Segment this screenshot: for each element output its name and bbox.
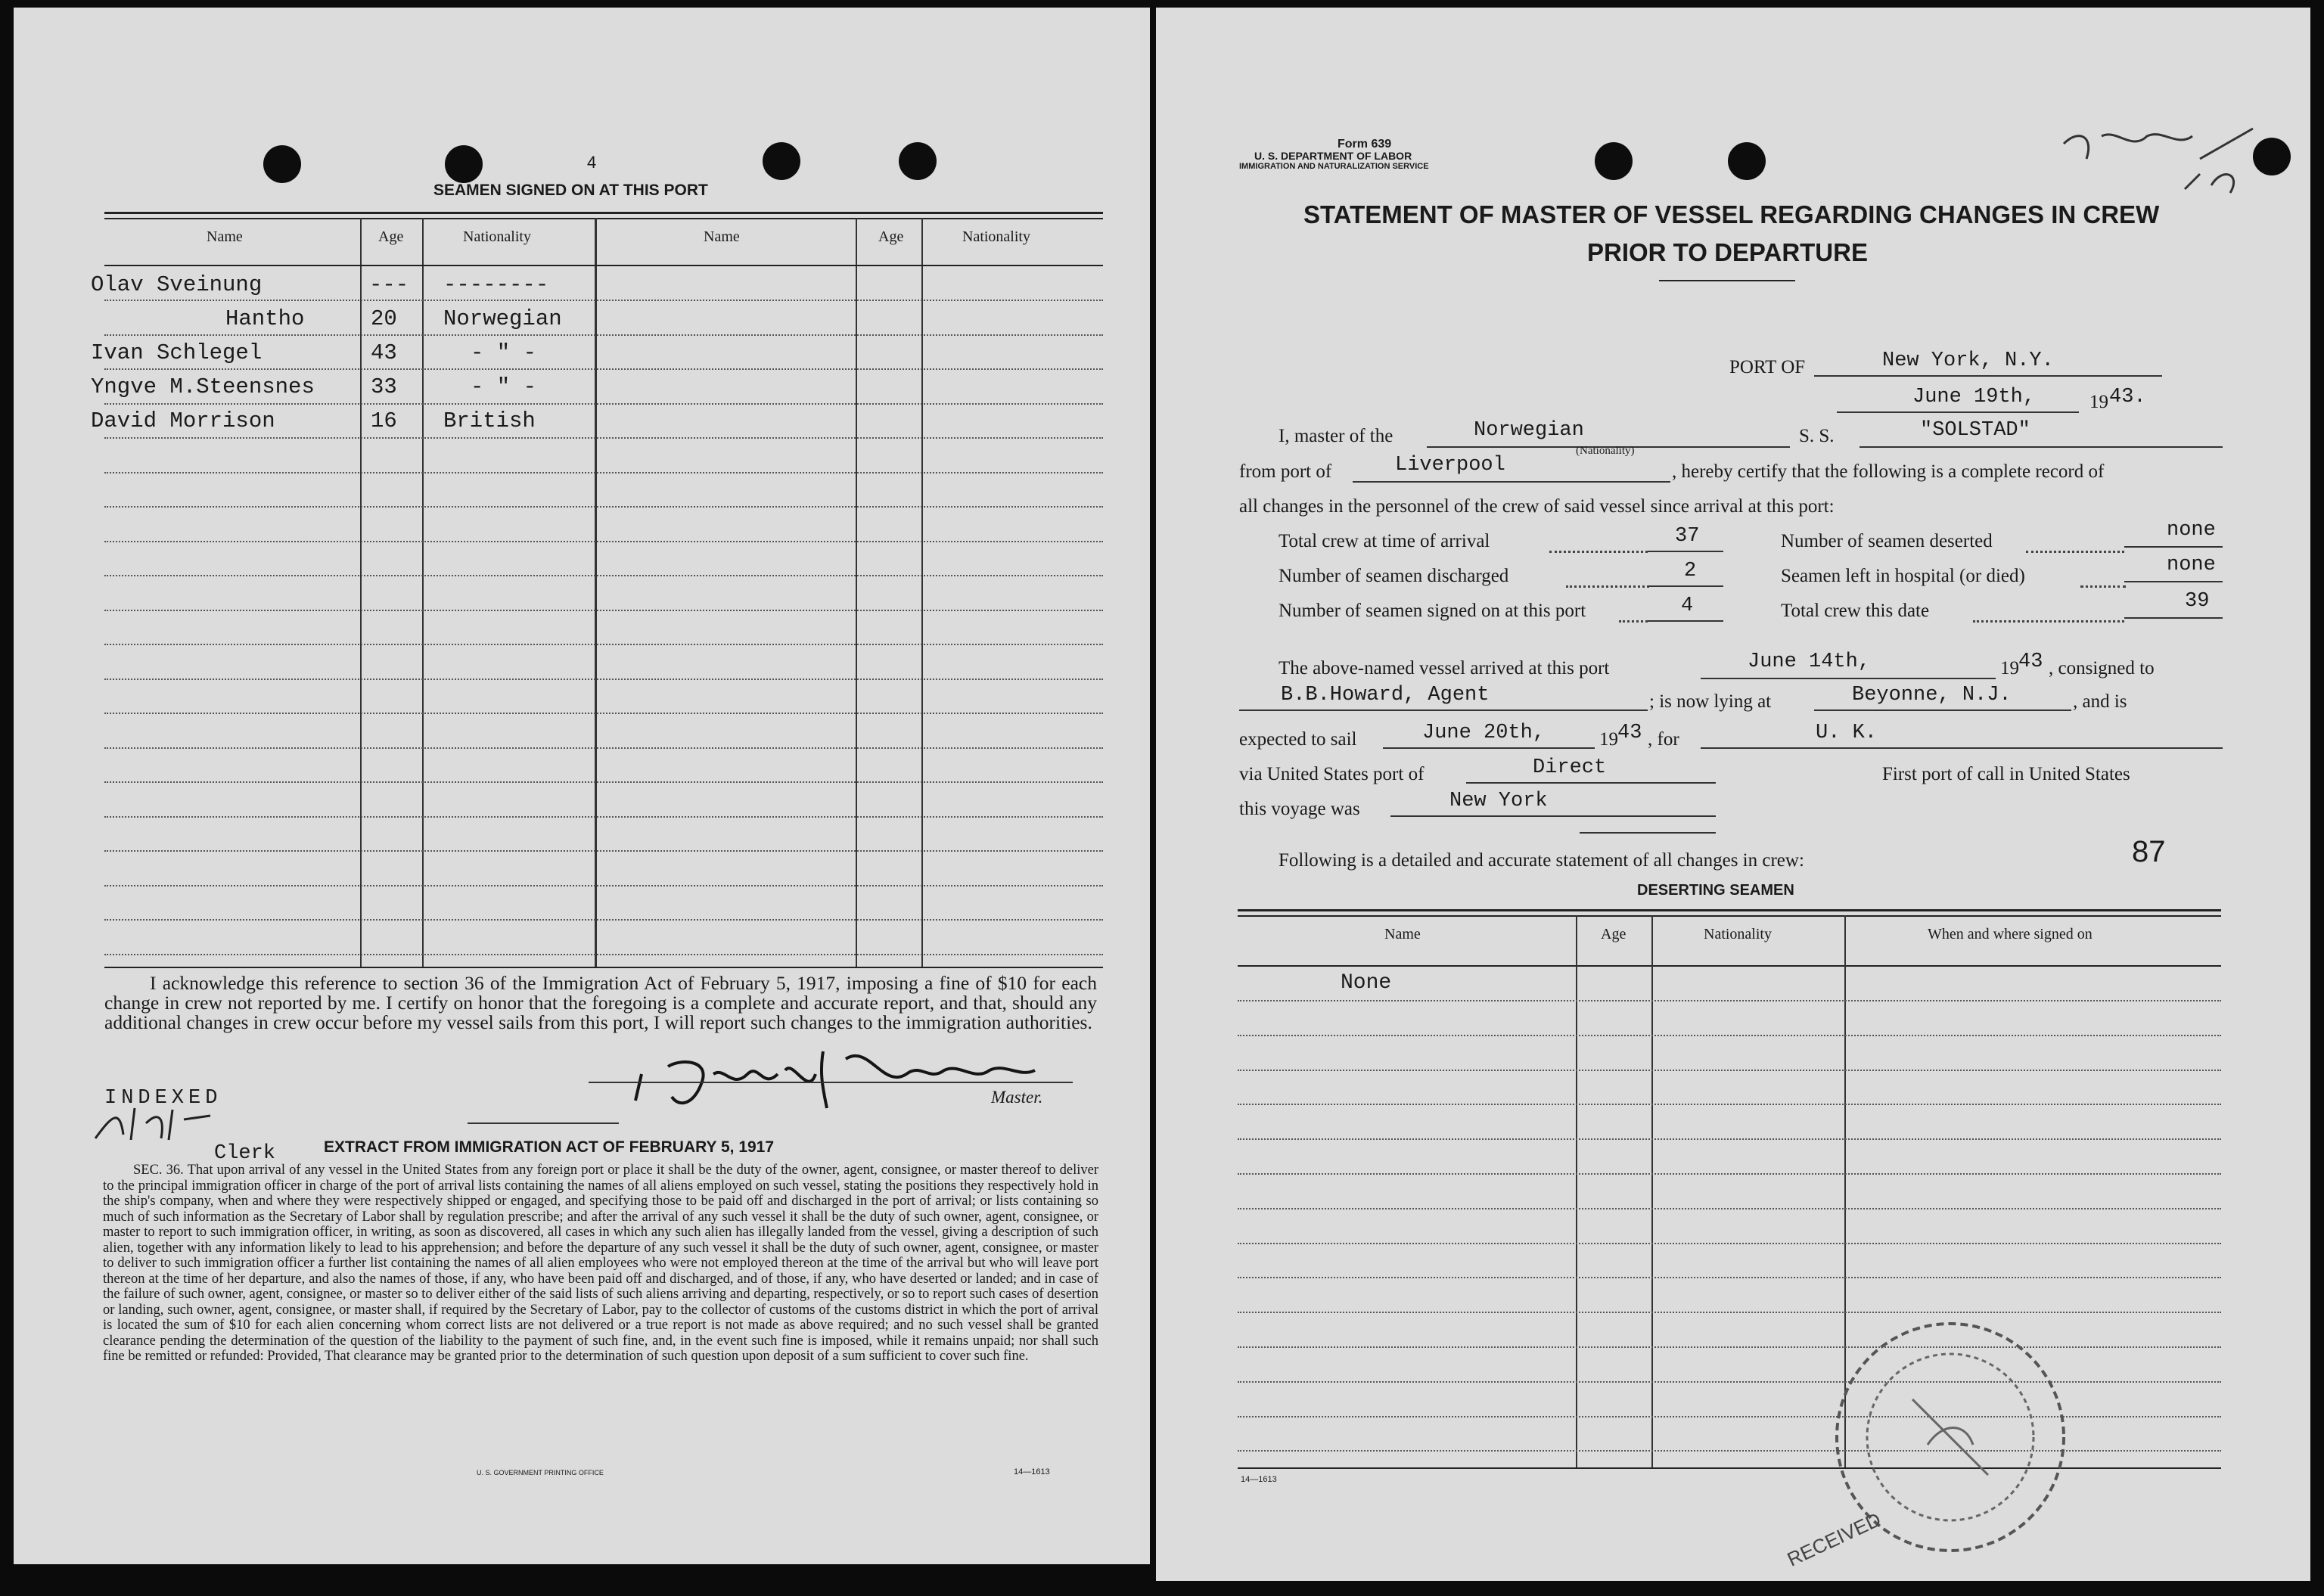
row-rule (104, 300, 1103, 301)
punch-hole (263, 145, 301, 183)
row-rule (104, 575, 1103, 576)
punch-hole (1728, 142, 1766, 180)
table-cell-age: 16 (371, 408, 397, 433)
desert-col-age: Age (1601, 926, 1626, 942)
consigned-label: , consigned to (2049, 658, 2155, 678)
certify-text: , hereby certify that the following is a complete record of (1672, 461, 2105, 482)
stat-label-total: Total crew this date (1781, 601, 1930, 621)
voyage-value: New York (1449, 790, 1548, 812)
and-is-label: , and is (2073, 691, 2127, 712)
desert-col-name: Name (1384, 926, 1421, 942)
port-label: PORT OF (1729, 357, 1806, 377)
indexed-stamp: INDEXED (104, 1087, 222, 1110)
form-number: Form 639 (1338, 138, 1392, 151)
stat-label-hospital: Seamen left in hospital (or died) (1781, 566, 2025, 586)
date-value: June 19th, (1912, 386, 2036, 408)
row-rule (104, 368, 1103, 370)
row-rule (104, 334, 1103, 336)
row-rule (1238, 1104, 2221, 1105)
col-header-name: Name (207, 228, 243, 245)
arrived-year-prefix: 19 (2000, 658, 2019, 678)
table-cell-nationality: -------- (443, 272, 549, 297)
voyage-label: this voyage was (1239, 799, 1360, 819)
row-rule (104, 816, 1103, 818)
lying-label: ; is now lying at (1649, 691, 1772, 712)
extract-title: EXTRACT FROM IMMIGRATION ACT OF FEBRUARY 5, 1917 (324, 1138, 775, 1156)
stat-label-arrival: Total crew at time of arrival (1279, 531, 1490, 551)
stat-value-hospital: none (2167, 554, 2216, 576)
left-form-code: 14—1613 (1014, 1467, 1050, 1476)
stat-label-signed-on: Number of seamen signed on at this port (1279, 601, 1586, 621)
row-rule (104, 885, 1103, 886)
handwritten-annotation (2049, 113, 2276, 204)
table-row: Ivan Schlegel (91, 340, 263, 365)
row-rule (104, 610, 1103, 611)
row-rule (104, 781, 1103, 783)
following-text: Following is a detailed and accurate statement of all changes in crew: (1279, 850, 1804, 871)
sail-year-prefix: 19 (1599, 729, 1618, 750)
title-line-2: PRIOR TO DEPARTURE (1587, 238, 1868, 266)
master-label: Master. (991, 1088, 1043, 1107)
from-port-label: from port of (1239, 461, 1332, 482)
row-rule (1238, 1000, 2221, 1001)
destination-value: U. K. (1816, 722, 1878, 744)
row-rule (1238, 1277, 2221, 1278)
via-value: Direct (1533, 756, 1607, 779)
service: IMMIGRATION AND NATURALIZATION SERVICE (1239, 162, 1429, 171)
handwritten-number: 87 (2132, 835, 2166, 868)
row-rule (1238, 1208, 2221, 1209)
clerk-initials-scribble (89, 1101, 218, 1146)
row-rule (104, 850, 1103, 852)
col-header-nationality: Nationality (463, 228, 531, 245)
stat-label-discharged: Number of seamen discharged (1279, 566, 1509, 586)
nationality-value: Norwegian (1474, 419, 1584, 442)
via-label: via United States port of (1239, 764, 1425, 784)
department: U. S. DEPARTMENT OF LABOR (1254, 150, 1412, 162)
year-value: 43. (2109, 386, 2146, 408)
table-row: Olav Sveinung (91, 272, 263, 297)
row-rule (104, 747, 1103, 749)
page-number: 4 (587, 153, 597, 172)
right-form-code: 14—1613 (1241, 1475, 1277, 1484)
punch-hole (1595, 142, 1633, 180)
table-cell-nationality: Norwegian (443, 306, 562, 331)
deserting-title: DESERTING SEAMEN (1637, 882, 1794, 899)
row-rule (104, 403, 1103, 405)
desert-col-signed-on: When and where signed on (1928, 926, 2093, 942)
row-rule (1238, 1070, 2221, 1071)
table-row: Yngve M.Steensnes (91, 374, 315, 399)
col-header-age-2: Age (878, 228, 904, 245)
left-title: SEAMEN SIGNED ON AT THIS PORT (433, 182, 708, 199)
port-value: New York, N.Y. (1882, 349, 2054, 372)
from-port-value: Liverpool (1395, 454, 1505, 477)
arrived-label: The above-named vessel arrived at this port (1279, 658, 1610, 678)
row-rule (104, 644, 1103, 645)
row-rule (104, 541, 1103, 542)
stat-value-total: 39 (2185, 590, 2210, 613)
stat-value-arrival: 37 (1675, 525, 1700, 548)
sail-label: expected to sail (1239, 729, 1357, 750)
row-rule (1238, 1035, 2221, 1036)
punch-hole (763, 142, 800, 180)
table-cell-age: 43 (371, 340, 397, 365)
table-cell-nationality: - " - (471, 374, 537, 399)
table-top-rule (104, 218, 1103, 219)
row-rule (1238, 1173, 2221, 1175)
ship-name: "SOLSTAD" (1920, 419, 2030, 442)
arrived-date: June 14th, (1748, 651, 1871, 673)
stat-value-signed-on: 4 (1681, 595, 1694, 617)
table-cell-nationality: - " - (471, 340, 537, 365)
deserting-row: None (1341, 971, 1392, 995)
signature-line (589, 1082, 1073, 1083)
title-line-1: STATEMENT OF MASTER OF VESSEL REGARDING CHANGES IN CREW (1303, 200, 2160, 228)
master-of-label: I, master of the (1279, 426, 1393, 446)
changes-text: all changes in the personnel of the crew of said vessel since arrival at this port: (1239, 496, 1835, 517)
punch-hole (899, 142, 937, 180)
row-rule (104, 713, 1103, 714)
extract-text: SEC. 36. That upon arrival of any vessel in the United States from any foreign port or place it shall be the duty of the owner, agent, consignee, or master thereof to deliver to the principal immigration officer in charge of the port of arrival lists containing the names of all aliens employed on such vessel, stating the positions they respectively hold in the ship's company, when and where they were respectively shipped or engaged, and specifying those to be paid off and discharged in the port of arrival; or lists containing so much of such information as the Secretary of Labor shall by regulation prescribe; and after the arrival of any such vessel it shall be the duty of such owner, agent, consignee, or master to report to such immigration officer, in writing, as soon as discovered, all cases in which any such alien has illegally landed from the vessel, giving a description of such alien, together with any information likely to lead to his apprehension; and before the departure of any such vessel it shall be the duty of such owner, agent, consignee, or master to deliver to such immigration officer a further list containing the names of all alien employees who were not employed thereon at the time of the arrival but who will leave port thereon at the time of her departure, and also the names of those, if any, who have been paid off and discharged, and of those, if any, who have deserted or landed; and in case of the failure of such owner, agent, consignee, or master so to deliver either of the said lists of such aliens arriving and departing, respectively, or so to report such cases of desertion or landing, such owner, agent, consignee, or master shall, if required by the Secretary of Labor, pay to the collector of customs of the customs district in which the port of arrival is located the sum of $10 for each alien concerning whom correct lists are not delivered or a true report is not made as above required; and no such vessel shall be granted clearance pending the determination of the question of the liability to the payment of such fine, and, in the event such fine is imposed, while it remains unpaid; nor shall such fine be remitted or refunded: Provided, That clearance may be granted prior to the determination of such question upon deposit of a sum sufficient to cover such fine. (103, 1163, 1098, 1364)
table-cell-age: 33 (371, 374, 397, 399)
table-cell-nationality: British (443, 408, 536, 433)
sail-date: June 20th, (1422, 722, 1546, 744)
row-rule (104, 919, 1103, 921)
stat-value-deserted: none (2167, 519, 2216, 542)
clerk-label: Clerk (214, 1142, 276, 1165)
row-rule (104, 472, 1103, 474)
col-header-age: Age (378, 228, 404, 245)
received-text: RECEIVED (1783, 1508, 1884, 1571)
row-rule (104, 437, 1103, 439)
desert-col-nationality: Nationality (1704, 926, 1772, 942)
sail-year: 43 (1617, 722, 1642, 744)
stat-label-deserted: Number of seamen deserted (1781, 531, 1993, 551)
year-prefix: 19 (2089, 392, 2108, 412)
lying-value: Beyonne, N.J. (1852, 684, 2012, 706)
table-cell-age: --- (369, 272, 409, 297)
punch-hole (445, 145, 483, 183)
printing-office: U. S. GOVERNMENT PRINTING OFFICE (477, 1469, 604, 1476)
row-rule (1238, 1138, 2221, 1140)
table-cell-age: 20 (371, 306, 397, 331)
col-header-name-2: Name (704, 228, 740, 245)
right-page (1156, 8, 2310, 1581)
consignee-value: B.B.Howard, Agent (1281, 684, 1490, 706)
row-rule (104, 506, 1103, 508)
stat-value-discharged: 2 (1684, 560, 1697, 582)
ss-label: S. S. (1799, 426, 1835, 446)
first-port-label: First port of call in United States (1882, 764, 2130, 784)
table-top-rule (104, 212, 1103, 214)
arrived-year: 43 (2018, 651, 2043, 673)
table-row: David Morrison (91, 408, 275, 433)
row-rule (104, 954, 1103, 955)
table-row: Hantho (225, 306, 305, 331)
for-label: , for (1648, 729, 1679, 750)
nationality-caption: (Nationality) (1576, 445, 1635, 457)
col-header-nationality-2: Nationality (962, 228, 1030, 245)
row-rule (104, 678, 1103, 680)
row-rule (1238, 1243, 2221, 1244)
left-page (14, 8, 1150, 1564)
acknowledgement-text: I acknowledge this reference to section 36 of the Immigration Act of February 5, 1917, imposing a fine of $10 for each change in crew not reported by me. I certify on honor that the foregoing is a complete and accurate report, and that, should any additional changes in crew occur before my vessel sails from this port, I will report such changes to the immigration authorities. (104, 972, 1097, 1033)
